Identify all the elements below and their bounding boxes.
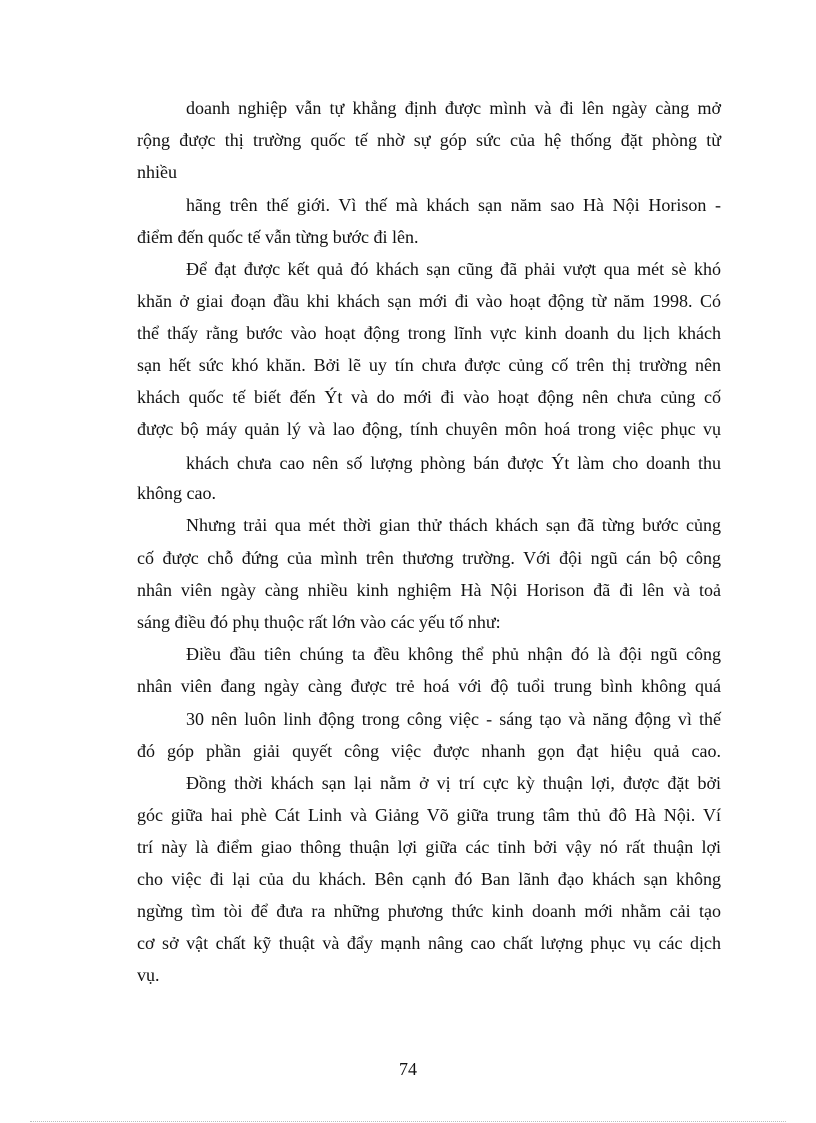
text-line: rộng được thị trường quốc tế nhờ sự góp sức của hệ thống đặt phòng từ [137,130,721,150]
page-number: 74 [399,1059,417,1079]
text-line: nhân viên đang ngày càng được trẻ hoá với độ tuổi trung bình không quá [137,676,721,696]
text-line: trí này là điểm giao thông thuận lợi giữa các tỉnh bởi vậy nó rất thuận lợi [137,837,721,857]
text-line: cố được chỗ đứng của mình trên thương trường. Với đội ngũ cán bộ công [137,548,721,568]
text-line: cho việc đi lại của du khách. Bên cạnh đó Ban lãnh đạo khách sạn không [137,869,721,889]
text-line: Điều đầu tiên chúng ta đều không thể phủ nhận đó là đội ngũ công [186,644,721,664]
text-line: nhiều [137,162,177,182]
text-line: khách quốc tế biết đến Ýt và do mới đi vào hoạt động nên chưa củng cố [137,387,721,407]
text-line: Để đạt được kết quả đó khách sạn cũng đã phải vượt qua mét sè khó [186,259,721,279]
text-line: ngừng tìm tòi để đưa ra những phương thức kinh doanh mới nhằm cải tạo [137,901,721,921]
text-line: vụ. [137,965,160,985]
text-line: sạn hết sức khó khăn. Bởi lẽ uy tín chưa được củng cố trên thị trường nên [137,355,721,375]
text-line: được bộ máy quản lý và lao động, tính chuyên môn hoá trong việc phục vụ [137,419,721,439]
text-line: 30 nên luôn linh động trong công việc - sáng tạo và năng động vì thế [186,709,721,729]
text-line: thể thấy rằng bước vào hoạt động trong lĩnh vực kinh doanh du lịch khách [137,323,721,343]
text-line: không cao. [137,483,216,503]
text-line: khách chưa cao nên số lượng phòng bán được Ýt làm cho doanh thu [186,453,721,473]
text-line: Nhưng trải qua mét thời gian thử thách khách sạn đã từng bước củng [186,515,721,535]
text-line: Đồng thời khách sạn lại nằm ở vị trí cực kỳ thuận lợi, được đặt bởi [186,773,721,793]
text-line: khăn ở giai đoạn đầu khi khách sạn mới đi vào hoạt động từ năm 1998. Có [137,291,721,311]
text-line: doanh nghiệp vẫn tự khẳng định được mình và đi lên ngày càng mở [186,98,721,118]
text-line: sáng điều đó phụ thuộc rất lớn vào các yếu tố như: [137,612,501,632]
text-line: đó góp phần giải quyết công việc được nhanh gọn đạt hiệu quả cao. [137,741,721,761]
text-line: góc giữa hai phè Cát Linh và Giảng Võ giữa trung tâm thủ đô Hà Nội. Ví [137,805,721,825]
page-bottom-divider [30,1121,786,1122]
text-line: điểm đến quốc tế vẫn từng bước đi lên. [137,227,419,247]
text-line: hãng trên thế giới. Vì thế mà khách sạn năm sao Hà Nội Horison - [186,195,721,215]
text-line: nhân viên ngày càng nhiều kinh nghiệm Hà Nội Horison đã đi lên và toả [137,580,721,600]
text-line: cơ sở vật chất kỹ thuật và đẩy mạnh nâng cao chất lượng phục vụ các dịch [137,933,721,953]
